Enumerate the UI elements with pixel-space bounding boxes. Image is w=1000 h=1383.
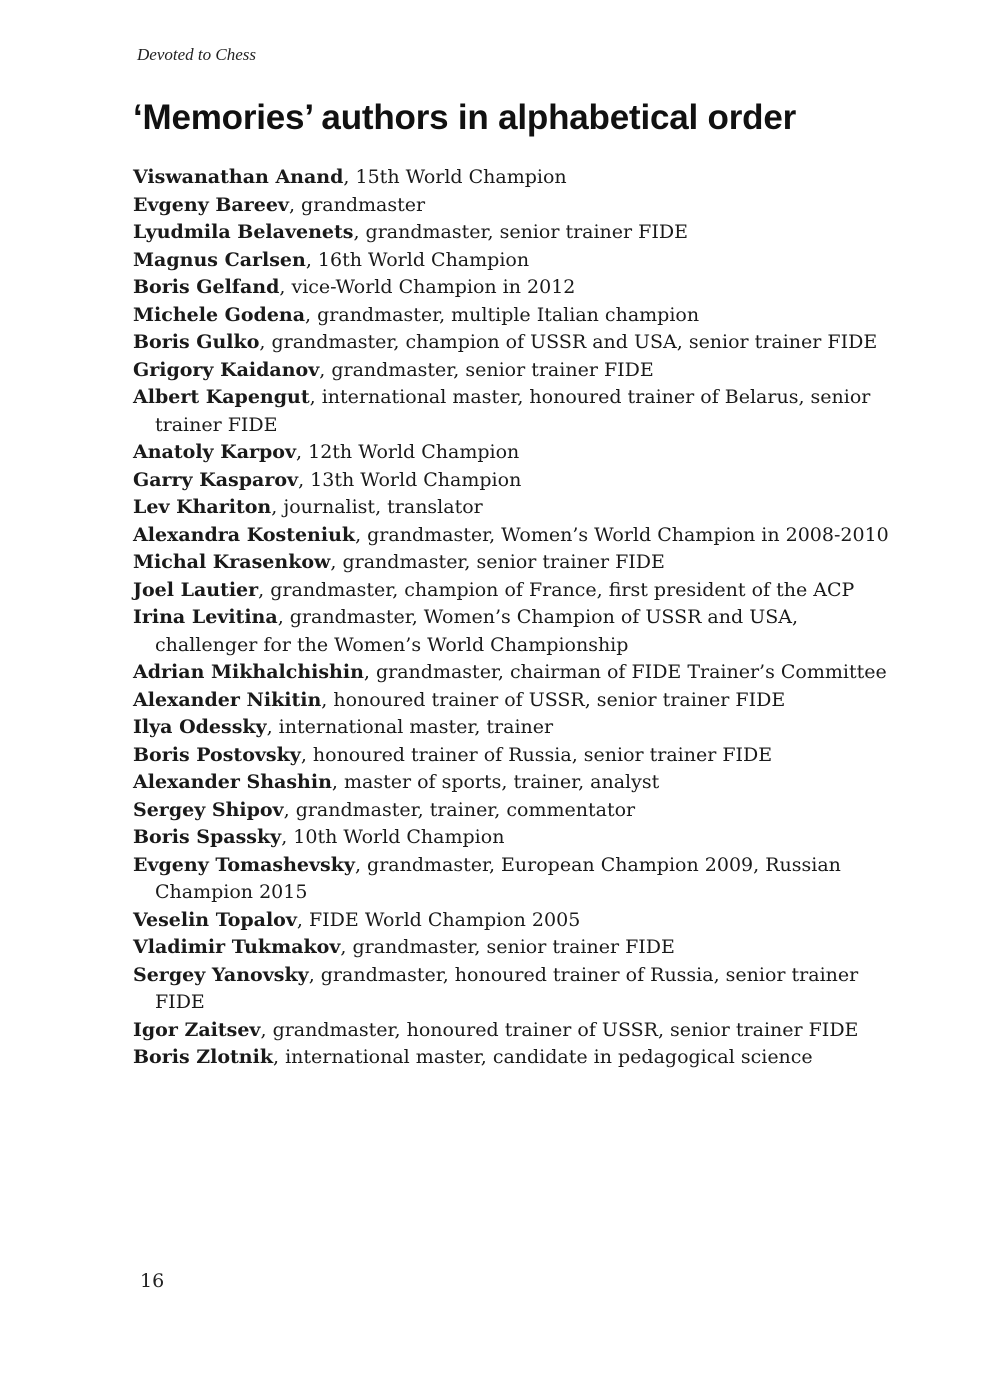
author-entry [133, 687, 893, 715]
author-description: , 15th World Champion [343, 166, 567, 188]
author-name: Lyudmila Belavenets [133, 221, 354, 243]
author-description: , grandmaster, senior trainer FIDE [353, 221, 688, 243]
author-description: , master of sports, trainer, analyst [331, 771, 660, 793]
author-description: , grandmaster, honoured trainer of Russia, senior trainer FIDE [155, 963, 859, 1013]
author-entry [133, 852, 893, 907]
author-entry [133, 549, 893, 577]
author-description: , 12th World Champion [296, 441, 520, 463]
author-description: , vice-World Champion in 2012 [279, 276, 576, 298]
author-description: , honoured trainer of Russia, senior trainer FIDE [300, 743, 773, 766]
author-description: , 16th World Champion [305, 248, 530, 271]
author-name: Boris Postovsky [133, 743, 301, 766]
author-name: Vladimir Tukmakov [133, 936, 341, 958]
author-entry [133, 192, 893, 220]
author-name: Alexander Nikitin [133, 688, 322, 711]
author-description: , honoured trainer of USSR, senior trainer FIDE [321, 688, 786, 711]
author-description: , grandmaster, champion of USSR and USA, senior trainer FIDE [259, 331, 878, 353]
author-name: Viswanathan Anand [133, 166, 344, 188]
author-name: Igor Zaitsev [133, 1018, 261, 1041]
author-entry [133, 769, 893, 797]
author-entry [133, 604, 893, 659]
author-description: , grandmaster, chairman of FIDE Trainer’s Committee [363, 661, 887, 683]
author-name: Alexandra Kosteniuk [133, 523, 356, 546]
author-entry [133, 659, 893, 687]
author-name: Irina Levitina [133, 606, 278, 628]
author-entry [133, 742, 893, 770]
author-entry [133, 467, 893, 495]
author-entry [133, 714, 893, 742]
author-description: , FIDE World Champion 2005 [296, 908, 581, 931]
author-description: , 10th World Champion [281, 826, 505, 848]
author-name: Sergey Shipov [133, 798, 284, 821]
author-entry [133, 302, 893, 330]
author-entry [133, 164, 893, 192]
author-name: Ilya Odessky [133, 716, 267, 738]
author-name: Adrian Mikhalchishin [133, 661, 364, 683]
author-name: Boris Zlotnik [133, 1046, 274, 1068]
author-description: , journalist, translator [271, 496, 483, 518]
page-number: 16 [140, 1270, 165, 1292]
author-description: , international master, candidate in pedagogical science [273, 1046, 813, 1068]
author-name: Boris Gelfand [133, 276, 280, 298]
author-entry [133, 357, 893, 385]
author-entry [133, 1017, 893, 1045]
author-name: Magnus Carlsen [133, 248, 306, 271]
author-description: , grandmaster, senior trainer FIDE [340, 936, 675, 958]
author-name: Evgeny Bareev [133, 193, 289, 216]
author-name: Garry Kasparov [133, 468, 299, 491]
author-entry [133, 384, 893, 439]
author-name: Boris Spassky [133, 826, 282, 848]
author-description: , grandmaster, multiple Italian champion [305, 303, 700, 326]
author-description: , grandmaster, honoured trainer of USSR, senior trainer FIDE [260, 1018, 859, 1041]
author-name: Michal Krasenkow [133, 551, 331, 573]
author-name: Evgeny Tomashevsky [133, 853, 355, 876]
author-name: Veselin Topalov [133, 908, 297, 931]
author-name: Albert Kapengut [133, 386, 310, 408]
author-description: , grandmaster, Women’s World Champion in 2008-2010 [355, 523, 889, 546]
author-name: Michele Godena [133, 303, 306, 326]
author-entry [133, 824, 893, 852]
author-entry [133, 219, 893, 247]
author-name: Alexander Shashin [133, 771, 332, 793]
author-entry [133, 907, 893, 935]
author-entry [133, 797, 893, 825]
author-description: , grandmaster, trainer, commentator [283, 798, 636, 821]
author-list [133, 164, 893, 1072]
author-description: , grandmaster, Women’s Champion of USSR and USA, challenger for the Women’s World Championship [155, 606, 798, 656]
author-entry [133, 247, 893, 275]
running-head: Devoted to Chess [137, 45, 256, 64]
author-description: , international master, honoured trainer of Belarus, senior trainer FIDE [155, 386, 871, 436]
author-entry [133, 962, 893, 1017]
author-entry [133, 522, 893, 550]
author-name: Boris Gulko [133, 331, 260, 353]
author-description: , grandmaster, European Champion 2009, Russian Champion 2015 [155, 853, 841, 903]
author-entry [133, 439, 893, 467]
author-name: Anatoly Karpov [133, 441, 297, 463]
author-description: , grandmaster, champion of France, first president of the ACP [258, 578, 855, 601]
author-name: Joel Lautier [133, 578, 259, 601]
author-description: , international master, trainer [266, 716, 554, 738]
author-description: , 13th World Champion [298, 468, 522, 491]
author-entry [133, 274, 893, 302]
author-description: , grandmaster, senior trainer FIDE [330, 551, 665, 573]
author-entry [133, 1044, 893, 1072]
author-name: Grigory Kaidanov [133, 358, 320, 381]
author-description: , grandmaster, senior trainer FIDE [319, 358, 654, 381]
author-description: , grandmaster [288, 193, 426, 216]
author-entry [133, 329, 893, 357]
author-entry [133, 577, 893, 605]
author-name: Sergey Yanovsky [133, 963, 309, 986]
author-entry [133, 494, 893, 522]
author-name: Lev Khariton [133, 496, 272, 518]
author-entry [133, 934, 893, 962]
page-title: ‘Memories’ authors in alphabetical order [133, 98, 797, 137]
